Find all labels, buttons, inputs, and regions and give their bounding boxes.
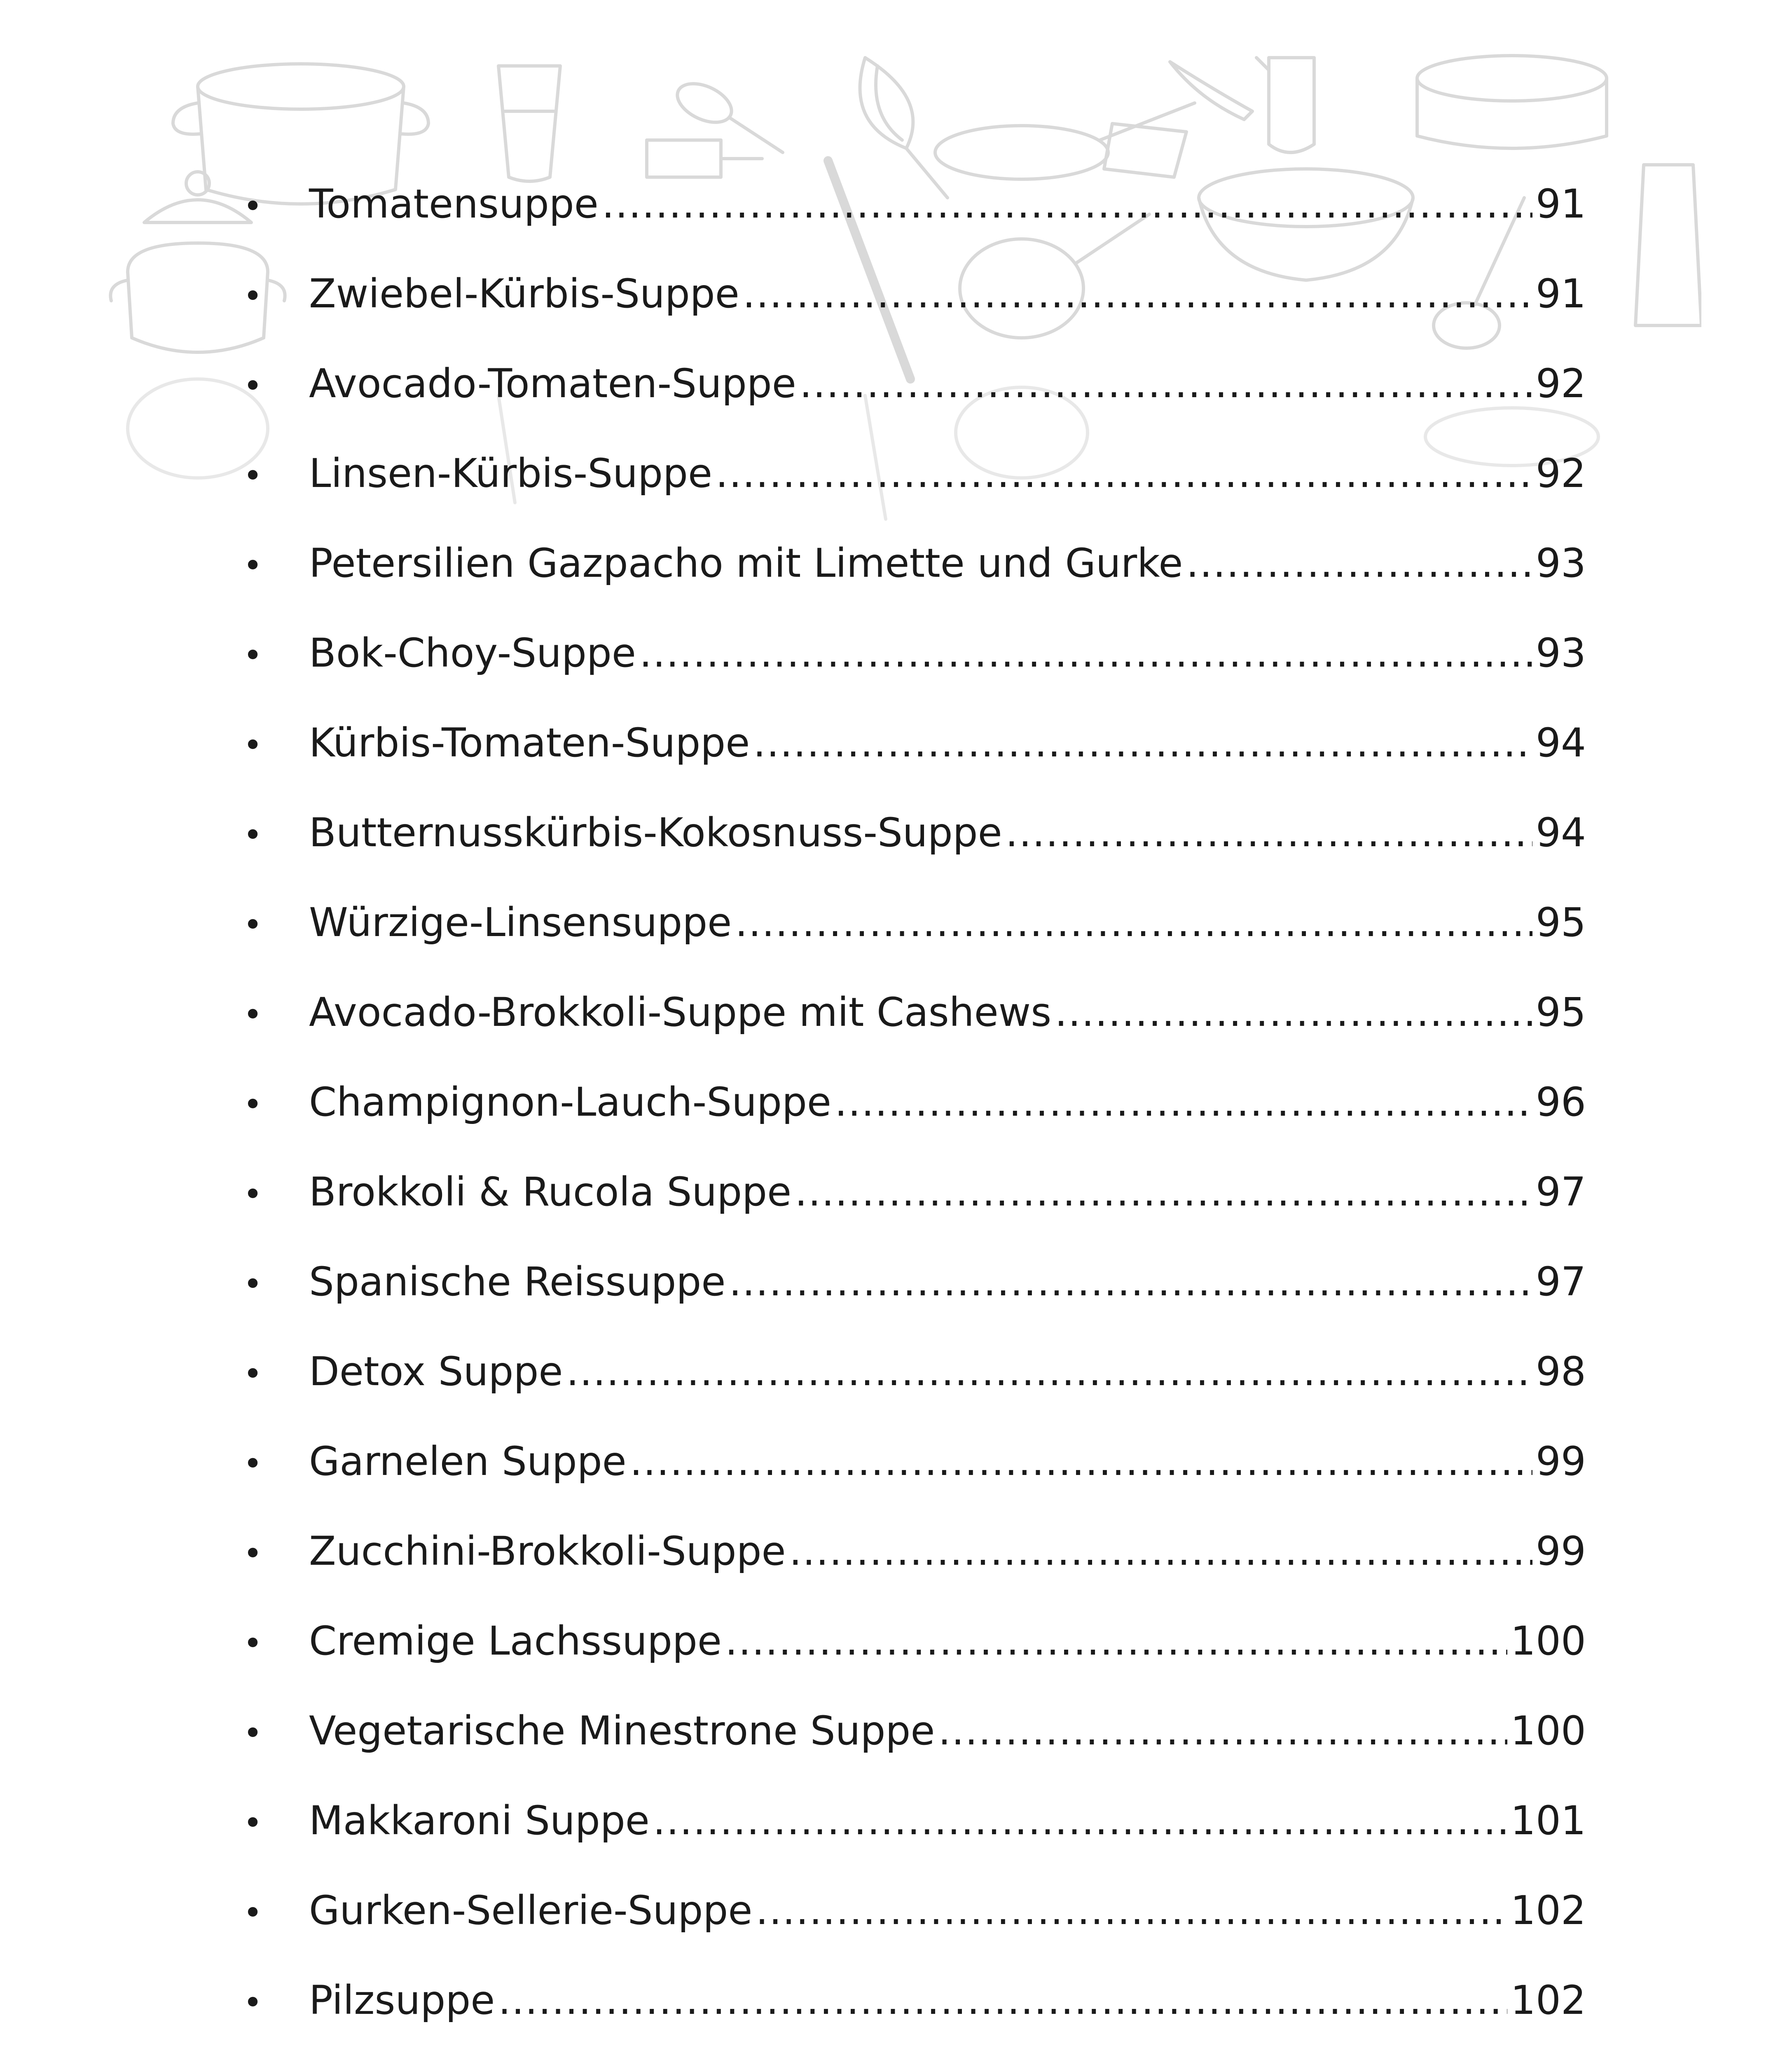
toc-entry-title: Brokkoli & Rucola Suppe xyxy=(309,1169,792,1215)
dot-leader xyxy=(756,1877,1507,1943)
toc-entry[interactable] xyxy=(243,620,1586,686)
dot-leader xyxy=(716,440,1532,506)
dot-leader xyxy=(789,1518,1532,1584)
frying-pan-sketch-icon xyxy=(935,103,1195,179)
toc-entry-title: Zucchini-Brokkoli-Suppe xyxy=(309,1528,786,1574)
toc-entry[interactable] xyxy=(243,261,1586,327)
cake-tin-sketch-icon xyxy=(1417,56,1607,148)
toc-entry-title: Champignon-Lauch-Suppe xyxy=(309,1079,831,1125)
bullet-icon: • xyxy=(243,1894,263,1932)
toc-entry-page-number: 101 xyxy=(1510,1798,1586,1844)
toc-entry-title: Tomatensuppe xyxy=(309,181,599,227)
dot-leader xyxy=(1006,800,1532,866)
toc-entry-page-number: 95 xyxy=(1535,899,1586,946)
toc-entry[interactable] xyxy=(243,530,1586,596)
toc-entry[interactable] xyxy=(243,710,1586,776)
toc-entry-page-number: 99 xyxy=(1535,1438,1586,1484)
toc-entry-title: Kürbis-Tomaten-Suppe xyxy=(309,720,750,766)
toc-entry-title: Bok-Choy-Suppe xyxy=(309,630,636,676)
toc-entry-title: Makkaroni Suppe xyxy=(309,1798,650,1844)
toc-entry-page-number: 96 xyxy=(1535,1079,1586,1125)
toc-entry-page-number: 91 xyxy=(1535,181,1586,227)
bullet-icon: • xyxy=(243,1624,263,1662)
bullet-icon: • xyxy=(243,1534,263,1573)
bullet-icon: • xyxy=(243,456,263,495)
toc-entry-page-number: 100 xyxy=(1510,1708,1586,1754)
toc-entry-page-number: 94 xyxy=(1535,810,1586,856)
glass-sketch-icon xyxy=(498,66,560,181)
dot-leader xyxy=(729,1249,1532,1315)
bullet-icon: • xyxy=(243,1355,263,1393)
pitcher-sketch-icon xyxy=(1256,58,1314,152)
toc-entry[interactable] xyxy=(243,890,1586,955)
bullet-icon: • xyxy=(243,636,263,674)
bullet-icon: • xyxy=(243,1714,263,1752)
dot-leader xyxy=(725,1608,1507,1674)
toc-entry[interactable] xyxy=(243,2057,1586,2060)
toc-entry-title: Vegetarische Minestrone Suppe xyxy=(309,1708,935,1754)
toc-entry[interactable] xyxy=(243,1518,1586,1584)
chopping-board-sketch-icon xyxy=(1104,124,1186,177)
toc-entry-title: Würzige-Linsensuppe xyxy=(309,899,732,946)
lid-sketch-icon xyxy=(144,172,251,222)
toc-entry[interactable] xyxy=(243,1428,1586,1494)
toc-entry-title: Avocado-Tomaten-Suppe xyxy=(309,360,796,407)
bullet-icon: • xyxy=(243,1804,263,1842)
dot-leader xyxy=(602,171,1532,237)
toc-entry-page-number: 97 xyxy=(1535,1169,1586,1215)
dot-leader xyxy=(803,2057,1507,2060)
dot-leader xyxy=(566,1339,1532,1405)
toc-entry-title: Butternusskürbis-Kokosnuss-Suppe xyxy=(309,810,1002,856)
dot-leader xyxy=(630,1428,1532,1494)
toc-entry[interactable] xyxy=(243,351,1586,417)
toc-entry-title: Gurken-Sellerie-Suppe xyxy=(309,1887,753,1934)
toc-entry-page-number: 102 xyxy=(1510,1977,1586,2023)
toc-entry-page-number: 102 xyxy=(1510,1887,1586,1934)
toc-entry[interactable] xyxy=(243,1339,1586,1405)
toc-entry-title: Avocado-Brokkoli-Suppe mit Cashews xyxy=(309,989,1052,1035)
dot-leader xyxy=(653,1788,1507,1854)
toc-entry-page-number: 95 xyxy=(1535,989,1586,1035)
toc-entry-page-number: 92 xyxy=(1535,360,1586,407)
dot-leader xyxy=(743,261,1532,327)
toc-entry-title: Linsen-Kürbis-Suppe xyxy=(309,450,713,496)
bullet-icon: • xyxy=(243,816,263,854)
toc-entry-page-number: 98 xyxy=(1535,1348,1586,1395)
toc-entry-title: Detox Suppe xyxy=(309,1348,563,1395)
dot-leader xyxy=(835,1069,1532,1135)
toc-entry-title: Pilzsuppe xyxy=(309,1977,495,2023)
toc-entry-title: Spanische Reissuppe xyxy=(309,1259,726,1305)
toc-entry[interactable] xyxy=(243,1877,1586,1943)
spoon-sketch-icon xyxy=(671,76,783,152)
bullet-icon: • xyxy=(243,726,263,764)
dot-leader xyxy=(1186,530,1532,596)
toc-entry-title: Cremige Lachssuppe xyxy=(309,1618,722,1664)
toc-entry[interactable] xyxy=(243,1249,1586,1315)
knife-sketch-icon xyxy=(1170,62,1252,119)
bullet-icon: • xyxy=(243,277,263,315)
toc-entry[interactable] xyxy=(243,440,1586,506)
toc-entry-page-number: 94 xyxy=(1535,720,1586,766)
bullet-icon: • xyxy=(243,1444,263,1483)
toc-entry[interactable] xyxy=(243,1788,1586,1854)
toc-entry-title: Garnelen Suppe xyxy=(309,1438,627,1484)
toc-entry[interactable] xyxy=(243,1608,1586,1674)
toc-entry-page-number: 93 xyxy=(1535,540,1586,586)
toc-entry-title xyxy=(309,2057,800,2060)
toc-entry-page-number: 93 xyxy=(1535,630,1586,676)
bullet-icon: • xyxy=(243,546,263,585)
bullet-icon: • xyxy=(243,1085,263,1124)
dot-leader xyxy=(938,1698,1507,1764)
dot-leader xyxy=(795,1159,1532,1225)
dot-leader xyxy=(753,710,1532,776)
toc-entry[interactable] xyxy=(243,1698,1586,1764)
toc-entry[interactable] xyxy=(243,1159,1586,1225)
toc-entry-page-number: 100 xyxy=(1510,1618,1586,1664)
toc-entry-page-number: 99 xyxy=(1535,1528,1586,1574)
toc-entry-page-number: 91 xyxy=(1535,271,1586,317)
toc-entry-page-number: 97 xyxy=(1535,1259,1586,1305)
bullet-icon: • xyxy=(243,1175,263,1213)
toc-entry[interactable] xyxy=(243,979,1586,1045)
bullet-icon: • xyxy=(243,995,263,1034)
toc-entry-page-number xyxy=(1511,2057,1586,2060)
bullet-icon: • xyxy=(243,1983,263,2022)
dot-leader xyxy=(800,351,1532,417)
toc-entry[interactable] xyxy=(243,1069,1586,1135)
toc-entry[interactable] xyxy=(243,1967,1586,2033)
toc-entry-page-number: 92 xyxy=(1535,450,1586,496)
grater-sketch-icon xyxy=(1635,165,1701,325)
toc-entry-title: Zwiebel-Kürbis-Suppe xyxy=(309,271,739,317)
bullet-icon: • xyxy=(243,187,263,225)
bullet-icon: • xyxy=(243,906,263,944)
toc-entry[interactable] xyxy=(243,800,1586,866)
dot-leader xyxy=(498,1967,1507,2033)
toc-entry[interactable] xyxy=(243,171,1586,237)
dot-leader xyxy=(639,620,1532,686)
dot-leader xyxy=(735,890,1532,955)
toc-entry-title: Petersilien Gazpacho mit Limette und Gurke xyxy=(309,540,1183,586)
bullet-icon: • xyxy=(243,1265,263,1303)
dot-leader xyxy=(1055,979,1532,1045)
bullet-icon: • xyxy=(243,367,263,405)
